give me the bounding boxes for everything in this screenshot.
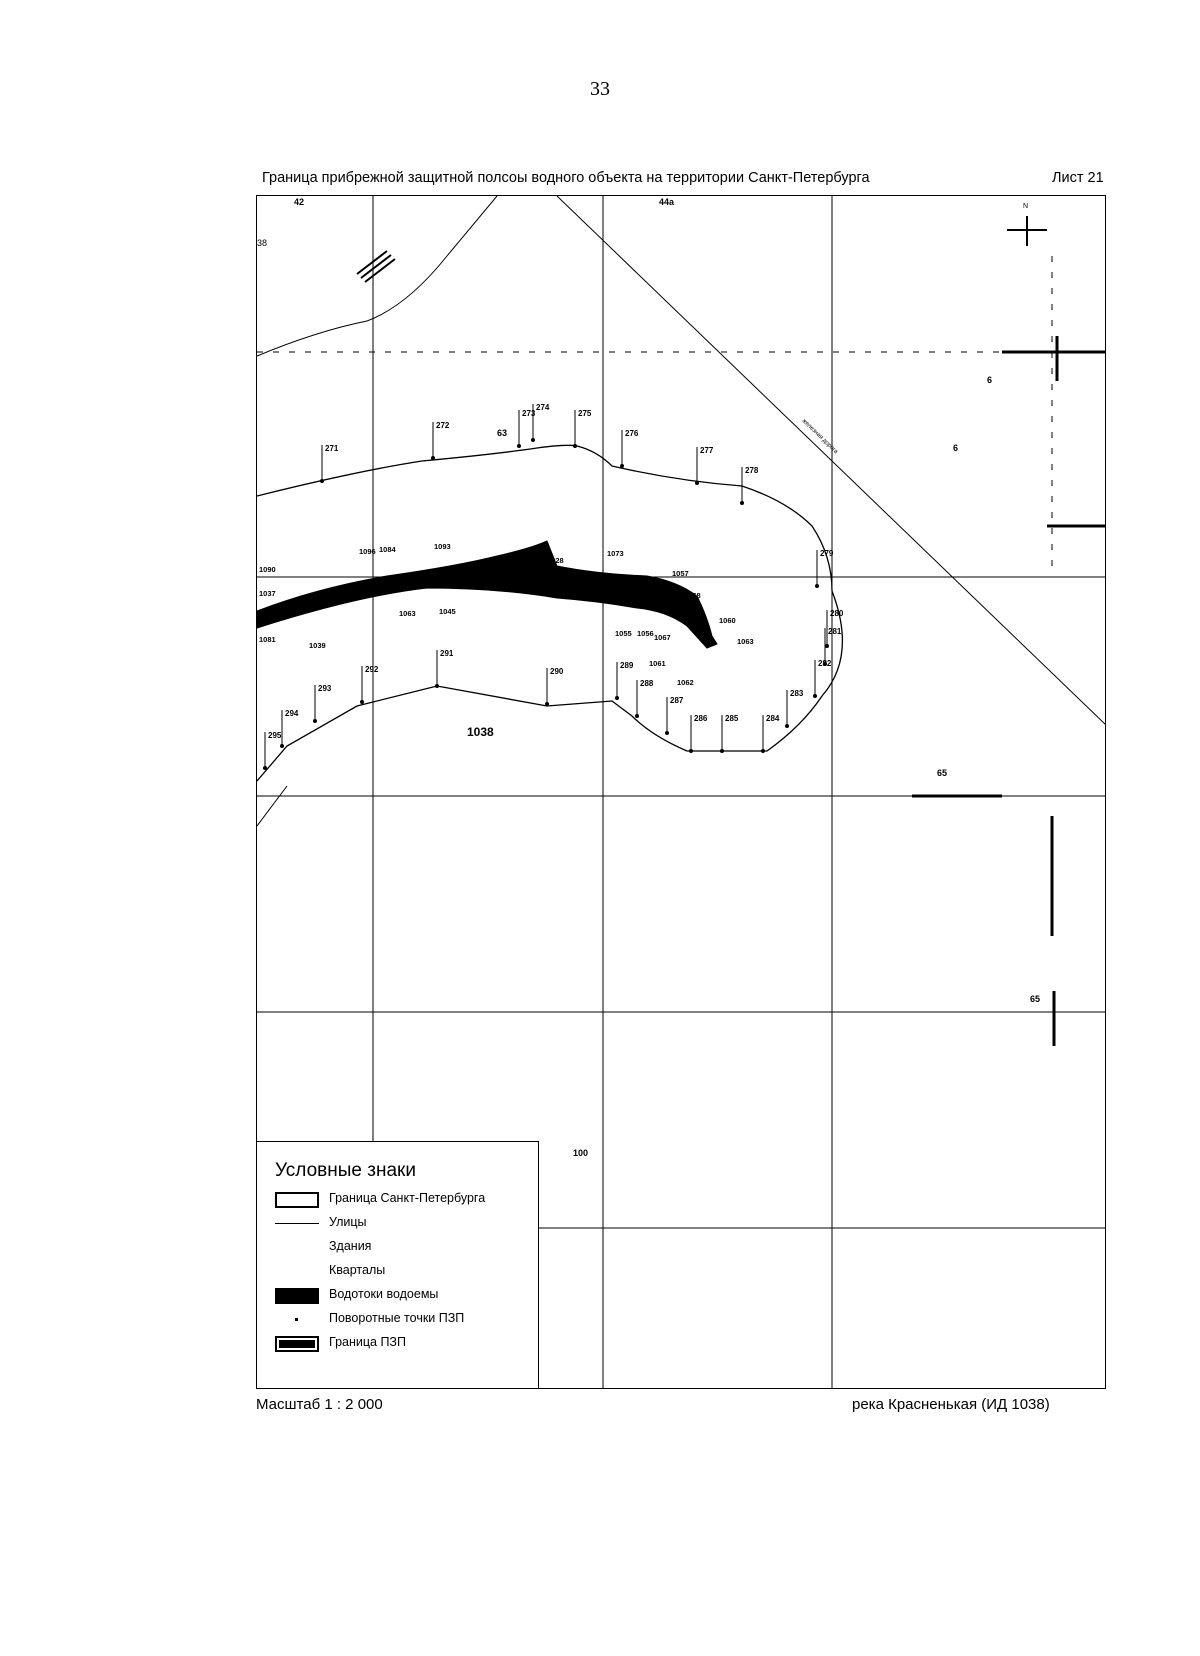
legend-title: Условные знаки xyxy=(275,1160,416,1181)
point-label: 283 xyxy=(790,689,804,698)
river-point-label: 1060 xyxy=(719,616,736,625)
grid-label-38: 38 xyxy=(257,238,268,248)
compass-letter: N xyxy=(1023,203,1029,210)
outline-box-icon xyxy=(275,1192,319,1208)
point-label: 289 xyxy=(620,661,634,670)
legend-label: Здания xyxy=(329,1239,372,1253)
legend-item-water xyxy=(275,1284,535,1306)
river-point-label: 1090 xyxy=(259,565,276,574)
scale-label: Масштаб 1 : 2 000 xyxy=(256,1396,383,1413)
river-point-label: 1055 xyxy=(615,629,632,638)
street-lines xyxy=(257,196,1106,826)
point-label: 282 xyxy=(818,659,832,668)
point-label: 288 xyxy=(640,679,654,688)
point-label: 281 xyxy=(828,627,842,636)
river-point-label: 1056 xyxy=(637,629,654,638)
point-label: 275 xyxy=(578,409,592,418)
river-point-label: 1045 xyxy=(439,607,456,616)
legend-item-blocks xyxy=(275,1260,535,1282)
point-label: 287 xyxy=(670,696,684,705)
point-label: 294 xyxy=(285,709,299,718)
page-number: 33 xyxy=(590,78,610,100)
point-label: 292 xyxy=(365,665,379,674)
point-label: 273 xyxy=(522,409,536,418)
grid-label-42: 42 xyxy=(294,197,305,207)
river-point-label: 1061 xyxy=(649,659,666,668)
point-label: 291 xyxy=(440,649,454,658)
legend-item-city-border xyxy=(275,1188,535,1210)
point-label: 277 xyxy=(700,446,714,455)
thick-box-icon xyxy=(275,1336,319,1352)
river-point-label: 1073 xyxy=(607,549,624,558)
river-point-label: 1084 xyxy=(379,545,396,554)
river-point-label: 1063 xyxy=(737,637,754,646)
river-label: река Красненькая (ИД 1038) xyxy=(852,1396,1050,1413)
point-label: 285 xyxy=(725,714,739,723)
river-point-label: 1057 xyxy=(672,569,689,578)
river-point-label: 1067 xyxy=(654,633,671,642)
legend xyxy=(256,1141,539,1389)
river-point-label: 1028 xyxy=(547,556,564,565)
railway-label: железная дорога xyxy=(800,418,839,456)
point-label: 274 xyxy=(536,403,550,412)
pzp-upper-boundary xyxy=(257,445,842,781)
block-boundaries xyxy=(912,336,1106,1046)
legend-label: Водотоки водоемы xyxy=(329,1287,439,1301)
dot-icon xyxy=(295,1318,298,1321)
legend-label: Улицы xyxy=(329,1215,367,1229)
point-label: 276 xyxy=(625,429,639,438)
point-label: 279 xyxy=(820,549,834,558)
line-icon xyxy=(275,1223,319,1224)
zone-label: 1038 xyxy=(467,725,494,739)
river-point-label: 1037 xyxy=(259,589,276,598)
river-point-label: 1096 xyxy=(359,547,376,556)
point-label: 284 xyxy=(766,714,780,723)
point-label: 290 xyxy=(550,667,564,676)
grid-label-6b: 6 xyxy=(953,443,959,453)
river-point-label: 1062 xyxy=(677,678,694,687)
river-point-label: 1093 xyxy=(434,542,451,551)
legend-label: Граница Санкт-Петербурга xyxy=(329,1191,486,1205)
river-point-label: 1081 xyxy=(259,635,276,644)
point-label: 272 xyxy=(436,421,450,430)
street-line xyxy=(257,786,287,826)
point-label: 286 xyxy=(694,714,708,723)
legend-item-streets xyxy=(275,1212,535,1234)
legend-label: Кварталы xyxy=(329,1263,386,1277)
point-label: 278 xyxy=(745,466,759,475)
point-label: 280 xyxy=(830,609,844,618)
legend-item-pzp-border xyxy=(275,1332,535,1354)
hatched-object xyxy=(357,251,395,282)
legend-label: Граница ПЗП xyxy=(329,1335,406,1349)
point-label: 295 xyxy=(268,731,282,740)
sheet-label: Лист 21 xyxy=(1052,170,1104,186)
grid-label-44a: 44a xyxy=(659,197,675,207)
point-label: 293 xyxy=(318,684,332,693)
river-point-label: 1039 xyxy=(309,641,326,650)
legend-item-buildings xyxy=(275,1236,535,1258)
map-title: Граница прибрежной защитной полсоы водного объекта на территории Санкт-Петербурга xyxy=(262,170,870,186)
small-label-63: 63 xyxy=(497,428,508,438)
filled-box-icon xyxy=(275,1288,319,1304)
grid-label-65b: 65 xyxy=(1030,994,1041,1004)
legend-item-points xyxy=(275,1308,535,1330)
north-arrow-icon xyxy=(1007,216,1047,246)
point-label: 271 xyxy=(325,444,339,453)
grid-label-65a: 65 xyxy=(937,768,948,778)
street-curve xyxy=(257,196,497,356)
legend-label: Поворотные точки ПЗП xyxy=(329,1311,465,1325)
river-point-label: 1058 xyxy=(684,591,701,600)
grid-label-100: 100 xyxy=(573,1148,589,1158)
grid-label-6a: 6 xyxy=(987,375,993,385)
river-point-label: 1063 xyxy=(399,609,416,618)
